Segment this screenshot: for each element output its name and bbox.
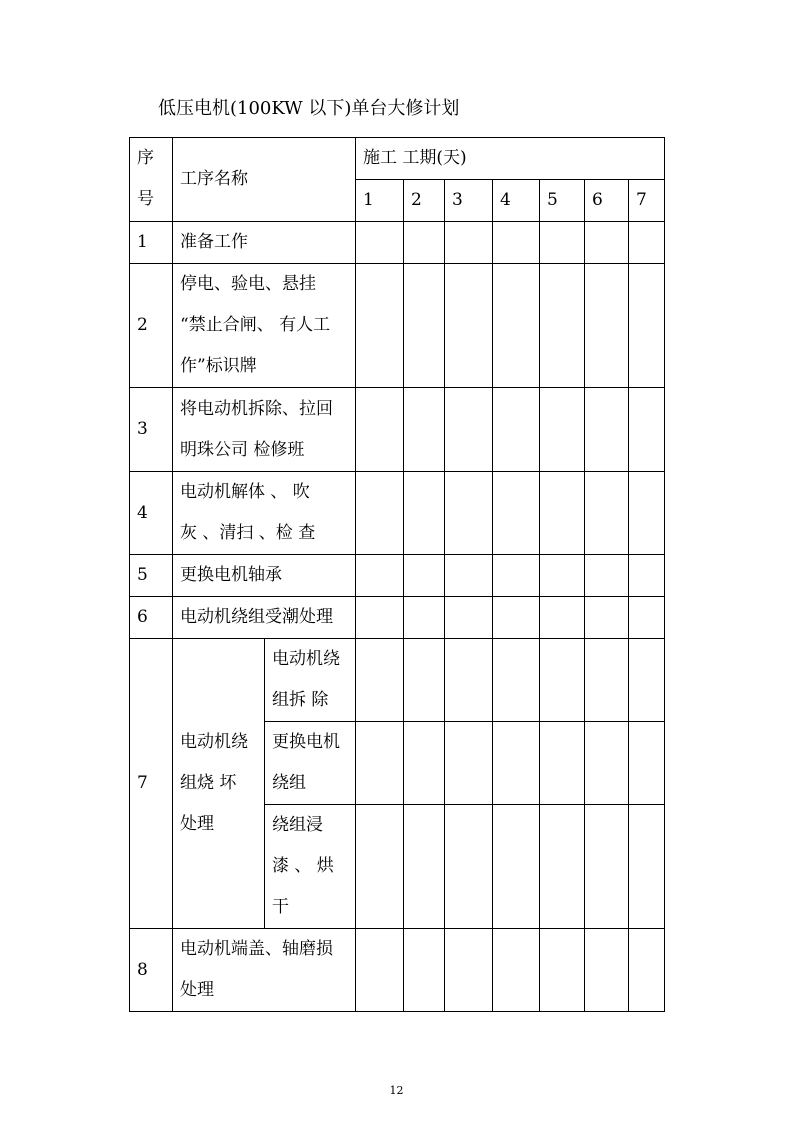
day-cell bbox=[540, 597, 585, 639]
day-cell bbox=[585, 472, 629, 555]
process-name-cell: 将电动机拆除、拉回 明珠公司 检修班 bbox=[173, 388, 356, 472]
seq-cell: 2 bbox=[130, 264, 173, 388]
day-cell bbox=[356, 555, 404, 597]
process-name-cell: 停电、验电、悬挂 “禁止合闸、 有人工 作”标识牌 bbox=[173, 264, 356, 388]
day-cell bbox=[404, 929, 445, 1012]
day-cell bbox=[493, 472, 540, 555]
day-cell bbox=[445, 472, 493, 555]
day-header-cell: 2 bbox=[404, 180, 445, 222]
seq-cell: 6 bbox=[130, 597, 173, 639]
day-cell bbox=[540, 222, 585, 264]
day-cell bbox=[493, 639, 540, 722]
seq-cell: 1 bbox=[130, 222, 173, 264]
process-name-cell: 准备工作 bbox=[173, 222, 356, 264]
day-cell bbox=[585, 388, 629, 472]
day-cell bbox=[404, 555, 445, 597]
table-row bbox=[130, 639, 665, 722]
page-number: 12 bbox=[389, 1084, 404, 1097]
day-cell bbox=[445, 639, 493, 722]
day-cell bbox=[404, 722, 445, 805]
day-cell bbox=[356, 639, 404, 722]
day-cell bbox=[404, 597, 445, 639]
day-cell bbox=[404, 264, 445, 388]
seq-cell: 8 bbox=[130, 929, 173, 1012]
day-cell bbox=[493, 222, 540, 264]
day-cell bbox=[629, 597, 665, 639]
day-cell bbox=[540, 639, 585, 722]
day-cell bbox=[356, 805, 404, 929]
day-header-cell: 7 bbox=[629, 180, 665, 222]
process-name-cell: 电动机绕 组烧 坏 处理 bbox=[173, 639, 265, 929]
day-cell bbox=[629, 388, 665, 472]
day-cell bbox=[629, 472, 665, 555]
day-cell bbox=[629, 639, 665, 722]
day-cell bbox=[540, 805, 585, 929]
seq-cell: 3 bbox=[130, 388, 173, 472]
table-row bbox=[130, 388, 665, 472]
day-cell bbox=[356, 472, 404, 555]
day-header-cell: 3 bbox=[445, 180, 493, 222]
day-cell bbox=[445, 805, 493, 929]
day-cell bbox=[356, 722, 404, 805]
day-cell bbox=[493, 722, 540, 805]
day-cell bbox=[356, 597, 404, 639]
day-cell bbox=[629, 264, 665, 388]
period-header-cell: 施工 工期(天) bbox=[356, 138, 665, 180]
seq-header-cell: 序 号 bbox=[130, 138, 173, 222]
table-row bbox=[130, 929, 665, 1012]
day-cell bbox=[629, 222, 665, 264]
table-header-row bbox=[130, 138, 665, 180]
day-header-cell: 5 bbox=[540, 180, 585, 222]
seq-cell: 5 bbox=[130, 555, 173, 597]
seq-cell: 7 bbox=[130, 639, 173, 929]
table-row bbox=[130, 555, 665, 597]
day-cell bbox=[445, 555, 493, 597]
day-cell bbox=[585, 639, 629, 722]
process-name-cell: 更换电机轴承 bbox=[173, 555, 356, 597]
day-cell bbox=[585, 929, 629, 1012]
day-header-cell: 6 bbox=[585, 180, 629, 222]
day-cell bbox=[445, 722, 493, 805]
day-cell bbox=[356, 929, 404, 1012]
table-row bbox=[130, 222, 665, 264]
day-cell bbox=[540, 388, 585, 472]
day-cell bbox=[540, 722, 585, 805]
day-cell bbox=[629, 555, 665, 597]
day-cell bbox=[445, 264, 493, 388]
day-cell bbox=[629, 722, 665, 805]
day-header-cell: 1 bbox=[356, 180, 404, 222]
seq-cell: 4 bbox=[130, 472, 173, 555]
day-cell bbox=[585, 555, 629, 597]
day-cell bbox=[585, 264, 629, 388]
day-cell bbox=[404, 805, 445, 929]
day-cell bbox=[404, 388, 445, 472]
day-cell bbox=[356, 388, 404, 472]
day-cell bbox=[356, 222, 404, 264]
day-cell bbox=[629, 929, 665, 1012]
process-name-cell: 电动机绕组受潮处理 bbox=[173, 597, 356, 639]
sub-process-cell: 电动机绕 组拆 除 bbox=[265, 639, 356, 722]
day-cell bbox=[493, 805, 540, 929]
day-cell bbox=[493, 264, 540, 388]
day-cell bbox=[404, 639, 445, 722]
table-row bbox=[130, 597, 665, 639]
process-name-header-cell: 工序名称 bbox=[173, 138, 356, 222]
day-cell bbox=[493, 388, 540, 472]
day-cell bbox=[493, 597, 540, 639]
day-cell bbox=[445, 929, 493, 1012]
day-cell bbox=[585, 597, 629, 639]
day-cell bbox=[540, 472, 585, 555]
repair-plan-table bbox=[129, 137, 665, 1012]
day-cell bbox=[404, 472, 445, 555]
day-cell bbox=[404, 222, 445, 264]
table-row bbox=[130, 472, 665, 555]
day-cell bbox=[540, 555, 585, 597]
day-cell bbox=[356, 264, 404, 388]
day-cell bbox=[585, 722, 629, 805]
document-title: 低压电机(100KW 以下)单台大修计划 bbox=[158, 98, 460, 119]
day-cell bbox=[445, 388, 493, 472]
sub-process-cell: 更换电机 绕组 bbox=[265, 722, 356, 805]
day-cell bbox=[540, 929, 585, 1012]
sub-process-cell: 绕组浸 漆 、 烘 干 bbox=[265, 805, 356, 929]
day-header-cell: 4 bbox=[493, 180, 540, 222]
day-cell bbox=[445, 597, 493, 639]
day-cell bbox=[629, 805, 665, 929]
day-cell bbox=[445, 222, 493, 264]
day-cell bbox=[585, 805, 629, 929]
process-name-cell: 电动机解体 、 吹 灰 、清扫 、检 查 bbox=[173, 472, 356, 555]
day-cell bbox=[585, 222, 629, 264]
table-row bbox=[130, 264, 665, 388]
process-name-cell: 电动机端盖、轴磨损 处理 bbox=[173, 929, 356, 1012]
day-cell bbox=[540, 264, 585, 388]
day-cell bbox=[493, 929, 540, 1012]
day-cell bbox=[493, 555, 540, 597]
